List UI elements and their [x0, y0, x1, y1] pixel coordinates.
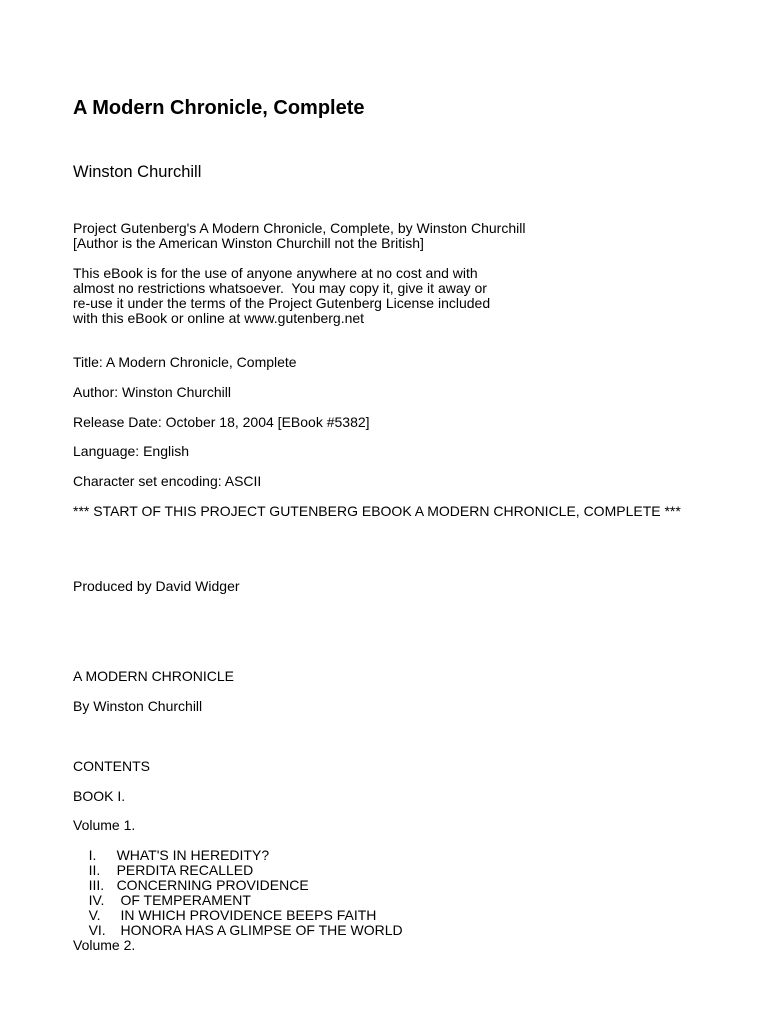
header-line: [Author is the American Winston Churchill not the British] — [73, 235, 424, 251]
toc-entry-number: III. — [88, 877, 105, 893]
header-line: Project Gutenberg's A Modern Chronicle, Complete, by Winston Churchill — [73, 220, 526, 236]
gutenberg-header — [73, 221, 525, 251]
toc-entry-number: IV. — [88, 892, 105, 908]
meta-charset: Character set encoding: ASCII — [73, 473, 262, 489]
toc-entry-number: VI. — [88, 922, 106, 938]
start-marker: *** START OF THIS PROJECT GUTENBERG EBOOK A MODERN CHRONICLE, COMPLETE *** — [73, 503, 681, 519]
license-line: almost no restrictions whatsoever. You may copy it, give it away or — [73, 280, 487, 296]
toc-entry-title: IN WHICH PROVIDENCE BEEPS FAITH — [116, 907, 377, 923]
toc-entry-number: I. — [88, 847, 97, 863]
document-author: Winston Churchill — [73, 163, 202, 181]
produced-by: Produced by David Widger — [73, 578, 240, 594]
meta-author: Author: Winston Churchill — [73, 384, 231, 400]
volume-2-label: Volume 2. — [73, 937, 136, 953]
toc-entry-title: CONCERNING PROVIDENCE — [116, 877, 309, 893]
byline: By Winston Churchill — [73, 698, 203, 714]
license-line: This eBook is for the use of anyone anywhere at no cost and with — [73, 265, 478, 281]
toc-entry-title: OF TEMPERAMENT — [116, 892, 251, 908]
contents-heading: CONTENTS — [73, 758, 150, 774]
license-line: with this eBook or online at www.gutenberg.net — [73, 310, 365, 326]
toc-entry-number: V. — [88, 907, 101, 923]
book-heading: A MODERN CHRONICLE — [73, 668, 235, 684]
meta-release-date: Release Date: October 18, 2004 [EBook #5382] — [73, 414, 370, 430]
toc-entry-number: II. — [88, 862, 101, 878]
book-label: BOOK I. — [73, 788, 126, 804]
volume-1-label: Volume 1. — [73, 817, 136, 833]
meta-title: Title: A Modern Chronicle, Complete — [73, 354, 297, 370]
meta-language: Language: English — [73, 443, 189, 459]
toc-entry-title: HONORA HAS A GLIMPSE OF THE WORLD — [116, 922, 403, 938]
license-paragraph — [73, 266, 490, 326]
toc-entry-title: WHAT'S IN HEREDITY? — [116, 847, 270, 863]
toc-entry-title: PERDITA RECALLED — [116, 862, 254, 878]
document-title: A Modern Chronicle, Complete — [73, 97, 365, 119]
license-line: re-use it under the terms of the Project Gutenberg License included — [73, 295, 491, 311]
